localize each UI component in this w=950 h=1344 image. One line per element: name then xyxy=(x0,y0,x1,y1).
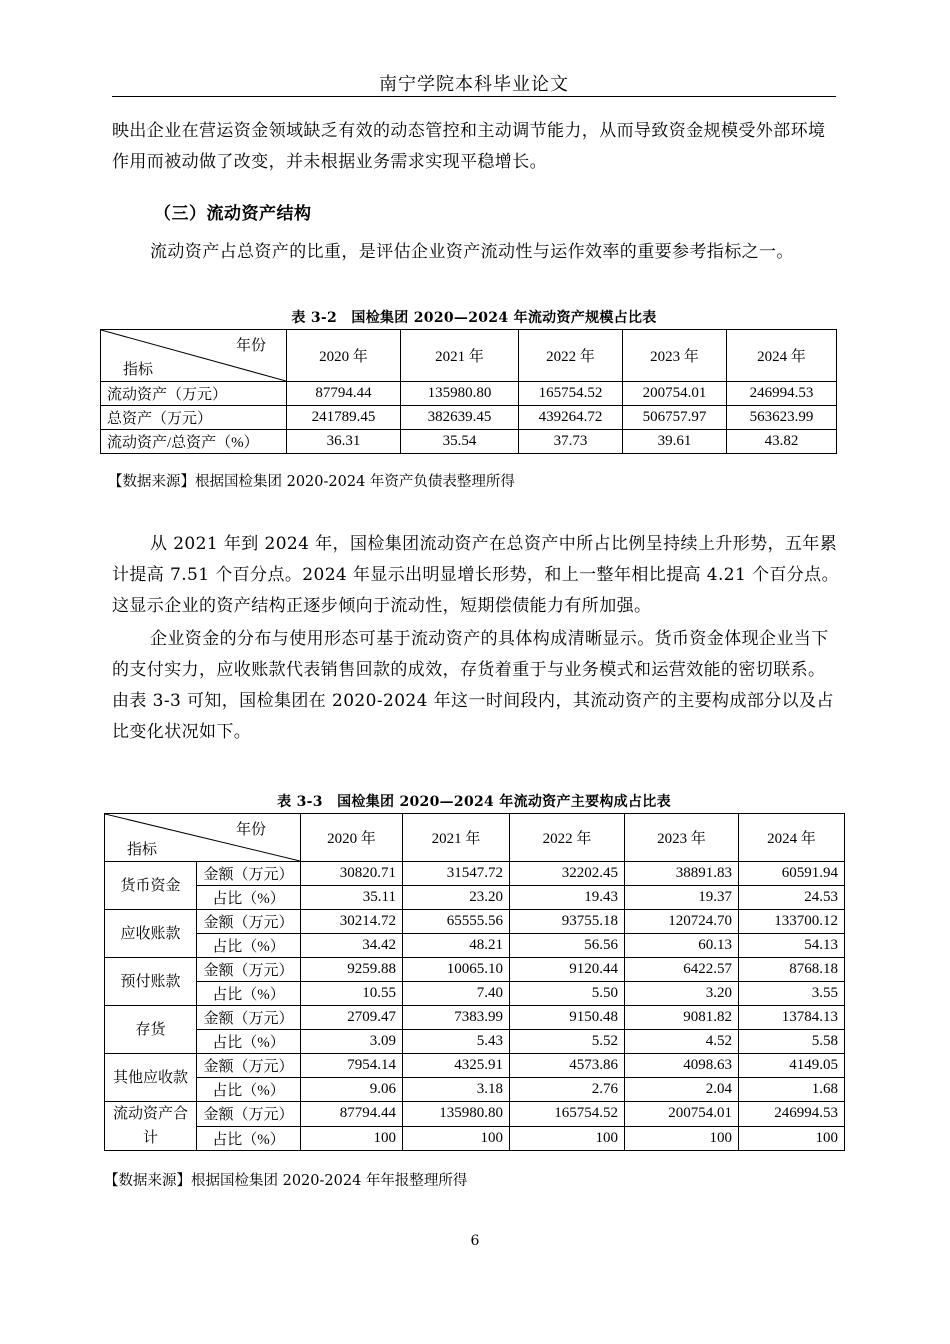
metric-label: 占比（%） xyxy=(197,1126,301,1151)
running-header: 南宁学院本科毕业论文 xyxy=(379,74,569,95)
group-label: 预付账款 xyxy=(105,958,197,1006)
cell: 10.55 xyxy=(301,982,403,1006)
cell: 382639.45 xyxy=(401,406,519,430)
row-label: 流动资产/总资产（%） xyxy=(101,430,287,454)
cell: 200754.01 xyxy=(625,1102,739,1127)
cell: 165754.52 xyxy=(519,382,623,406)
table1-year-header: 2022 年 xyxy=(519,330,623,382)
cell: 2.76 xyxy=(510,1078,625,1102)
cell: 31547.72 xyxy=(403,862,510,886)
cell: 9150.48 xyxy=(510,1006,625,1030)
cell: 3.09 xyxy=(301,1030,403,1054)
cell: 7954.14 xyxy=(301,1054,403,1078)
cell: 135980.80 xyxy=(403,1102,510,1127)
cell: 5.43 xyxy=(403,1030,510,1054)
cell: 38891.83 xyxy=(625,862,739,886)
table2-year-header: 2024 年 xyxy=(739,814,845,862)
table1-year-header: 2024 年 xyxy=(727,330,837,382)
table2-row xyxy=(105,1102,845,1127)
table2-row xyxy=(105,1006,845,1030)
table2-year-header: 2023 年 xyxy=(625,814,739,862)
table2-corner-cell xyxy=(105,814,301,862)
cell: 7383.99 xyxy=(403,1006,510,1030)
table2-year-header: 2021 年 xyxy=(403,814,510,862)
cell: 5.52 xyxy=(510,1030,625,1054)
cell: 43.82 xyxy=(727,430,837,454)
metric-label: 金额（万元） xyxy=(197,1054,301,1078)
cell: 133700.12 xyxy=(739,910,845,934)
metric-label: 金额（万元） xyxy=(197,862,301,886)
cell: 4098.63 xyxy=(625,1054,739,1078)
cell: 5.50 xyxy=(510,982,625,1006)
section-title: （三）流动资产结构 xyxy=(154,204,312,224)
row-label: 总资产（万元） xyxy=(101,406,287,430)
page-number: 6 xyxy=(470,1233,480,1249)
table1-row xyxy=(101,382,837,406)
table2-row xyxy=(105,982,845,1006)
metric-label: 占比（%） xyxy=(197,1030,301,1054)
group-label: 其他应收款 xyxy=(105,1054,197,1102)
table1-row xyxy=(101,430,837,454)
cell: 23.20 xyxy=(403,886,510,910)
table1-corner-bottom: 指标 xyxy=(123,362,154,378)
cell: 19.37 xyxy=(625,886,739,910)
cell: 563623.99 xyxy=(727,406,837,430)
cell: 100 xyxy=(301,1126,403,1151)
cell: 135980.80 xyxy=(401,382,519,406)
cell: 30214.72 xyxy=(301,910,403,934)
table1-corner-top: 年份 xyxy=(235,338,266,354)
cell: 1.68 xyxy=(739,1078,845,1102)
cell: 56.56 xyxy=(510,934,625,958)
table2-row xyxy=(105,1126,845,1151)
cell: 35.11 xyxy=(301,886,403,910)
cell: 37.73 xyxy=(519,430,623,454)
cell: 19.43 xyxy=(510,886,625,910)
cell: 9081.82 xyxy=(625,1006,739,1030)
metric-label: 金额（万元） xyxy=(197,1006,301,1030)
cell: 4.52 xyxy=(625,1030,739,1054)
cell: 7.40 xyxy=(403,982,510,1006)
cell: 3.55 xyxy=(739,982,845,1006)
cell: 4573.86 xyxy=(510,1054,625,1078)
cell: 35.54 xyxy=(401,430,519,454)
cell: 9120.44 xyxy=(510,958,625,982)
cell: 246994.53 xyxy=(727,382,837,406)
table1-year-header: 2020 年 xyxy=(287,330,401,382)
cell: 30820.71 xyxy=(301,862,403,886)
cell: 246994.53 xyxy=(739,1102,845,1127)
table2 xyxy=(104,813,845,1151)
group-label: 流动资产合计 xyxy=(105,1102,197,1151)
cell: 48.21 xyxy=(403,934,510,958)
table2-row xyxy=(105,862,845,886)
table2-corner-bottom: 指标 xyxy=(127,842,158,858)
table1-caption: 表 3-2 国检集团 2020—2024 年流动资产规模占比表 xyxy=(291,310,657,326)
table2-row xyxy=(105,1054,845,1078)
table2-row xyxy=(105,1030,845,1054)
cell: 2.04 xyxy=(625,1078,739,1102)
cell: 24.53 xyxy=(739,886,845,910)
cell: 39.61 xyxy=(623,430,727,454)
metric-label: 金额（万元） xyxy=(197,910,301,934)
table1-source: 【数据来源】根据国检集团 2020-2024 年资产负债表整理所得 xyxy=(108,474,515,490)
paragraph-3: 从 2021 年到 2024 年，国检集团流动资产在总资产中所占比例呈持续上升形势，五年累计提高 7.51 个百分点。2024 年显示出明显增长形势，和上一整年相比提高 4.21 个百分点。这显示企业的资产结构正逐步倾向于流动性，短期偿债能力有所加强。 xyxy=(112,534,839,616)
metric-label: 占比（%） xyxy=(197,934,301,958)
cell: 3.18 xyxy=(403,1078,510,1102)
table1-year-header: 2023 年 xyxy=(623,330,727,382)
row-label: 流动资产（万元） xyxy=(101,382,287,406)
cell: 36.31 xyxy=(287,430,401,454)
cell: 4325.91 xyxy=(403,1054,510,1078)
metric-label: 金额（万元） xyxy=(197,958,301,982)
table1 xyxy=(100,329,837,454)
cell: 2709.47 xyxy=(301,1006,403,1030)
cell: 5.58 xyxy=(739,1030,845,1054)
metric-label: 金额（万元） xyxy=(197,1102,301,1127)
table1-corner-cell xyxy=(101,330,287,382)
paragraph-2: 流动资产占总资产的比重，是评估企业资产流动性与运作效率的重要参考指标之一。 xyxy=(150,242,794,262)
cell: 100 xyxy=(625,1126,739,1151)
cell: 54.13 xyxy=(739,934,845,958)
cell: 3.20 xyxy=(625,982,739,1006)
table1-row xyxy=(101,406,837,430)
group-label: 存货 xyxy=(105,1006,197,1054)
table2-year-header: 2020 年 xyxy=(301,814,403,862)
table2-row xyxy=(105,910,845,934)
group-label: 货币资金 xyxy=(105,862,197,910)
metric-label: 占比（%） xyxy=(197,982,301,1006)
cell: 4149.05 xyxy=(739,1054,845,1078)
cell: 60591.94 xyxy=(739,862,845,886)
table1-year-header: 2021 年 xyxy=(401,330,519,382)
cell: 87794.44 xyxy=(301,1102,403,1127)
cell: 34.42 xyxy=(301,934,403,958)
cell: 87794.44 xyxy=(287,382,401,406)
metric-label: 占比（%） xyxy=(197,886,301,910)
cell: 60.13 xyxy=(625,934,739,958)
cell: 100 xyxy=(510,1126,625,1151)
cell: 200754.01 xyxy=(623,382,727,406)
group-label: 应收账款 xyxy=(105,910,197,958)
cell: 100 xyxy=(739,1126,845,1151)
cell: 93755.18 xyxy=(510,910,625,934)
cell: 100 xyxy=(403,1126,510,1151)
cell: 120724.70 xyxy=(625,910,739,934)
cell: 9259.88 xyxy=(301,958,403,982)
cell: 241789.45 xyxy=(287,406,401,430)
table2-row xyxy=(105,886,845,910)
table2-source: 【数据来源】根据国检集团 2020-2024 年年报整理所得 xyxy=(104,1173,468,1189)
cell: 65555.56 xyxy=(403,910,510,934)
table2-row xyxy=(105,1078,845,1102)
paragraph-4: 企业资金的分布与使用形态可基于流动资产的具体构成清晰显示。货币资金体现企业当下的支付实力，应收账款代表销售回款的成效，存货着重于与业务模式和运营效能的密切联系。由表 3-3 可知，国检集团在 2020-2024 年这一时间段内，其流动资产的主要构成部分以及占比变化状况如下。 xyxy=(112,629,834,742)
cell: 6422.57 xyxy=(625,958,739,982)
paragraph-1: 映出企业在营运资金领域缺乏有效的动态管控和主动调节能力，从而导致资金规模受外部环境作用而被动做了改变，并未根据业务需求实现平稳增长。 xyxy=(112,121,826,172)
table2-corner-top: 年份 xyxy=(235,822,266,838)
table2-row xyxy=(105,958,845,982)
cell: 10065.10 xyxy=(403,958,510,982)
cell: 165754.52 xyxy=(510,1102,625,1127)
table2-row xyxy=(105,934,845,958)
table2-year-header: 2022 年 xyxy=(510,814,625,862)
cell: 9.06 xyxy=(301,1078,403,1102)
header-rule xyxy=(112,96,836,97)
metric-label: 占比（%） xyxy=(197,1078,301,1102)
cell: 439264.72 xyxy=(519,406,623,430)
cell: 13784.13 xyxy=(739,1006,845,1030)
table2-caption: 表 3-3 国检集团 2020—2024 年流动资产主要构成占比表 xyxy=(277,794,671,810)
cell: 506757.97 xyxy=(623,406,727,430)
cell: 8768.18 xyxy=(739,958,845,982)
cell: 32202.45 xyxy=(510,862,625,886)
